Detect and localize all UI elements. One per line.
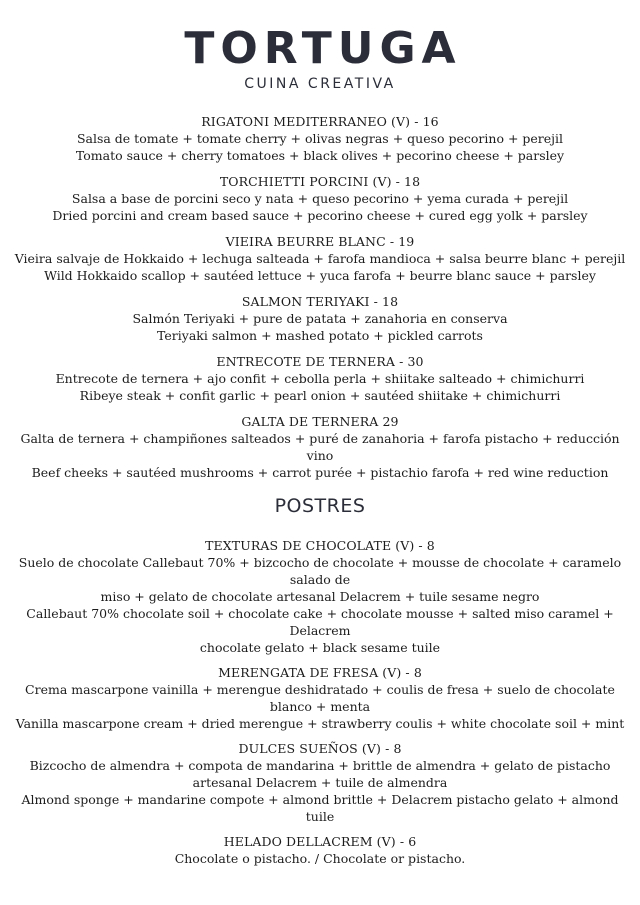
dessert-title: DULCES SUEÑOS (V) - 8 — [238, 741, 402, 756]
dish-description-es: Salmón Teriyaki + pure de patata + zanahoria en conserva — [132, 311, 508, 326]
menu-item — [8, 293, 632, 344]
dessert-description-en: Callebaut 70% chocolate soil + chocolate cake + chocolate mousse + salted miso caramel + Delacrem — [26, 606, 614, 638]
dessert-description-es: artesanal Delacrem + tuile de almendra — [192, 775, 448, 790]
menu-item — [8, 833, 632, 867]
menu-item — [8, 413, 632, 481]
menu-item — [8, 113, 632, 164]
menu-item — [8, 740, 632, 825]
dessert-description-en: Vanilla mascarpone cream + dried merengue + strawberry coulis + white chocolate soil + mint — [15, 716, 625, 731]
dish-description-es: Galta de ternera + champiñones salteados + puré de zanahoria + farofa pistacho + reducción vino — [20, 431, 620, 463]
brand-header — [0, 0, 640, 93]
dish-description-en: Beef cheeks + sautéed mushrooms + carrot purée + pistachio farofa + red wine reduction — [31, 465, 609, 480]
dish-description-es: Vieira salvaje de Hokkaido + lechuga salteada + farofa mandioca + salsa beurre blanc + perejil — [14, 251, 626, 266]
dessert-title: TEXTURAS DE CHOCOLATE (V) - 8 — [205, 538, 435, 553]
dessert-description: Chocolate o pistacho. / Chocolate or pistacho. — [174, 851, 466, 866]
dessert-description-en: tuile — [305, 809, 335, 824]
dish-description-en: Wild Hokkaido scallop + sautéed lettuce + yuca farofa + beurre blanc sauce + parsley — [44, 268, 596, 283]
postres-heading: POSTRES — [274, 495, 366, 517]
dessert-description-en: Almond sponge + mandarine compote + almond brittle + Delacrem pistacho gelato + almond — [21, 792, 619, 807]
restaurant-logo: TORTUGA — [184, 23, 462, 74]
dish-title: GALTA DE TERNERA 29 — [241, 414, 399, 429]
dish-title: ENTRECOTE DE TERNERA - 30 — [216, 354, 424, 369]
dish-description-en: Ribeye steak + confit garlic + pearl onion + sautéed shiitake + chimichurri — [79, 388, 561, 403]
dish-title: SALMON TERIYAKI - 18 — [241, 294, 399, 309]
postres-section — [0, 537, 640, 867]
dish-description-es: Salsa de tomate + tomate cherry + olivas negras + queso pecorino + perejil — [76, 131, 564, 146]
menu-item — [8, 233, 632, 284]
dish-title: VIEIRA BEURRE BLANC - 19 — [225, 234, 415, 249]
dessert-description-es: blanco + menta — [269, 699, 371, 714]
menu-item — [8, 537, 632, 656]
dessert-description-es: Crema mascarpone vainilla + merengue deshidratado + coulis de fresa + suelo de chocolate — [25, 682, 615, 697]
dish-description-en: Tomato sauce + cherry tomatoes + black olives + pecorino cheese + parsley — [75, 148, 565, 163]
menu-item — [8, 664, 632, 732]
restaurant-tagline: CUINA CREATIVA — [244, 76, 396, 92]
menu-item — [8, 173, 632, 224]
mains-section — [0, 113, 640, 481]
dish-description-es: Salsa a base de porcini seco y nata + queso pecorino + yema curada + perejil — [71, 191, 569, 206]
dessert-description-en: chocolate gelato + black sesame tuile — [199, 640, 441, 655]
dish-description-es: Entrecote de ternera + ajo confit + cebolla perla + shiitake salteado + chimichurri — [55, 371, 585, 386]
dish-title: RIGATONI MEDITERRANEO (V) - 16 — [201, 114, 439, 129]
dish-title: TORCHIETTI PORCINI (V) - 18 — [219, 174, 421, 189]
dessert-title: HELADO DELLACREM (V) - 6 — [223, 834, 417, 849]
dish-description-en: Dried porcini and cream based sauce + pecorino cheese + cured egg yolk + parsley — [52, 208, 588, 223]
dessert-description-es: Bizcocho de almendra + compota de mandarina + brittle de almendra + gelato de pistacho — [29, 758, 611, 773]
dessert-title: MERENGATA DE FRESA (V) - 8 — [218, 665, 422, 680]
dessert-description-es: miso + gelato de chocolate artesanal Delacrem + tuile sesame negro — [100, 589, 540, 604]
dish-description-en: Teriyaki salmon + mashed potato + pickled carrots — [157, 328, 483, 343]
dessert-description-es: Suelo de chocolate Callebaut 70% + bizcocho de chocolate + mousse de chocolate + caramelo salado de — [18, 555, 622, 587]
menu-item — [8, 353, 632, 404]
